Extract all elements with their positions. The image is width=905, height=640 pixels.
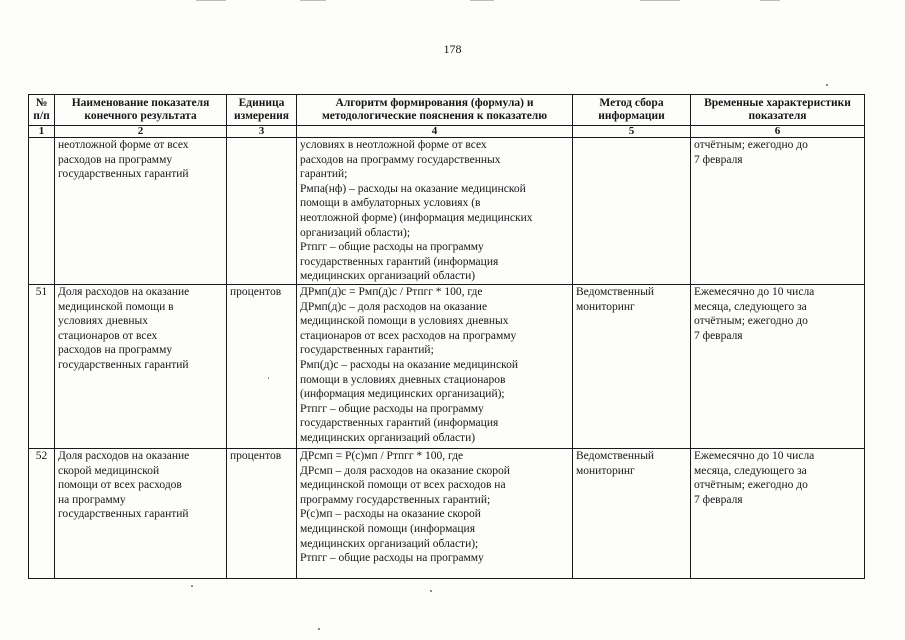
text-line: Р(с)мп – расходы на оказание скорой (300, 508, 481, 521)
header-row (29, 95, 865, 126)
algorithm-text (297, 284, 573, 448)
algorithm-text (297, 448, 573, 578)
text-line: государственных гарантий (58, 358, 189, 371)
text-line: Доля расходов на оказание (58, 449, 190, 462)
text-line: помощи в условиях дневных стационаров (300, 373, 506, 386)
unit-of-measure (227, 138, 297, 285)
text-line: Ртпгг – общие расходы на программу (300, 402, 484, 415)
text-line: (информация медицинских организаций); (300, 388, 505, 401)
scan-speck (191, 585, 193, 587)
text-line: медицинской помощи в условиях дневных (300, 315, 509, 328)
indicators-table (28, 94, 865, 579)
text-line: государственных гарантий (58, 508, 189, 521)
collection-method (573, 448, 691, 578)
header-number: № п/п (29, 95, 55, 126)
text-line: месяца, следующего за (694, 300, 807, 313)
header-indicator-name: Наименование показателя конечного результата (55, 95, 227, 126)
page-number: 178 (443, 42, 462, 56)
time-characteristics (691, 138, 865, 285)
text-line: медицинской помощи от всех расходов на (300, 479, 506, 492)
text-line: ДРсмп = Р(с)мп / Ртпгг * 100, где (300, 449, 464, 462)
text-line: Доля расходов на оказание (58, 285, 190, 298)
text-line: неотложной форме от всех (58, 139, 189, 151)
time-characteristics (691, 284, 865, 448)
row-number: 51 (29, 284, 55, 448)
text-line: ДРмп(д)с – доля расходов на оказание (300, 300, 488, 313)
scan-top-edge (0, 0, 905, 2)
text-line: гарантий; (300, 168, 348, 181)
text-line: скорой медицинской (58, 464, 160, 477)
table-row (29, 448, 865, 578)
column-number: 3 (227, 126, 297, 138)
text-line: медицинских организаций области) (300, 431, 476, 444)
text-line: месяца, следующего за (694, 464, 807, 477)
header-unit: Единица измерения (227, 95, 297, 126)
table-row (29, 138, 865, 285)
text-line: стационаров от всех (58, 329, 158, 342)
text-line: на программу (58, 493, 126, 506)
text-line: 7 февраля (694, 329, 743, 342)
scan-speck (826, 84, 828, 86)
text-line: отчётным; ежегодно до (694, 479, 808, 492)
text-line: Ртпгг – общие расходы на программу (300, 552, 484, 565)
text-line: помощи в амбулаторных условиях (в (300, 197, 481, 210)
text-line: Ртпгг – общие расходы на программу (300, 241, 484, 254)
text-line: Ежемесячно до 10 числа (694, 285, 815, 298)
column-number: 1 (29, 126, 55, 138)
text-line: отчётным; ежегодно до (694, 315, 808, 328)
collection-method (573, 138, 691, 285)
text-line: помощи от всех расходов (58, 479, 182, 492)
text-line: мониторинг (576, 300, 635, 313)
column-number: 6 (691, 126, 865, 138)
row-number: 52 (29, 448, 55, 578)
text-line: организаций области); (300, 226, 411, 239)
text-line: Ведомственный (576, 285, 655, 298)
scan-speck (318, 628, 320, 630)
text-line: медицинской помощи в (58, 300, 174, 313)
column-numbers-row (29, 126, 865, 138)
row-number (29, 138, 55, 285)
text-line: условиях в неотложной форме от всех (300, 139, 487, 151)
time-characteristics (691, 448, 865, 578)
table-body (29, 138, 865, 579)
text-line: расходов на программу (58, 344, 173, 357)
scan-speck (430, 590, 432, 592)
column-number: 5 (573, 126, 691, 138)
scan-speck (268, 377, 269, 379)
text-line: условиях дневных (58, 315, 149, 328)
text-line: государственных гарантий (информация (300, 417, 499, 430)
text-line: государственных гарантий (58, 168, 189, 181)
collection-method (573, 284, 691, 448)
text-line: ДРсмп – доля расходов на оказание скорой (300, 464, 510, 477)
text-line: стационаров от всех расходов на программу (300, 329, 517, 342)
text-line: государственных гарантий (информация (300, 255, 499, 268)
indicator-name (55, 448, 227, 578)
text-line: мониторинг (576, 464, 635, 477)
text-line: медицинских организаций области); (300, 537, 479, 550)
header-algorithm: Алгоритм формирования (формула) и методологические пояснения к показателю (297, 95, 573, 126)
text-line: Рмпа(нф) – расходы на оказание медицинской (300, 182, 526, 195)
text-line: Ежемесячно до 10 числа (694, 449, 815, 462)
text-line: государственных гарантий; (300, 344, 434, 357)
algorithm-text (297, 138, 573, 285)
indicator-name (55, 284, 227, 448)
unit-of-measure: процентов (227, 448, 297, 578)
text-line: 7 февраля (694, 153, 743, 166)
text-line: медицинских организаций области) (300, 270, 476, 283)
header-timing: Временные характеристики показателя (691, 95, 865, 126)
text-line: медицинской помощи (информация (300, 522, 475, 535)
text-line: Рмп(д)с – расходы на оказание медицинской (300, 358, 518, 371)
unit-of-measure: процентов (227, 284, 297, 448)
text-line: ДРмп(д)с = Рмп(д)с / Ртпгг * 100, где (300, 285, 483, 298)
indicator-name (55, 138, 227, 285)
text-line: расходов на программу государственных (300, 153, 501, 166)
text-line: программу государственных гарантий; (300, 493, 491, 506)
text-line: отчётным; ежегодно до (694, 139, 808, 151)
table-row (29, 284, 865, 448)
text-line: 7 февраля (694, 493, 743, 506)
column-number: 4 (297, 126, 573, 138)
text-line: расходов на программу (58, 153, 173, 166)
text-line: неотложной форме) (информация медицинских (300, 211, 533, 224)
column-number: 2 (55, 126, 227, 138)
text-line: Ведомственный (576, 449, 655, 462)
header-method: Метод сбора информации (573, 95, 691, 126)
